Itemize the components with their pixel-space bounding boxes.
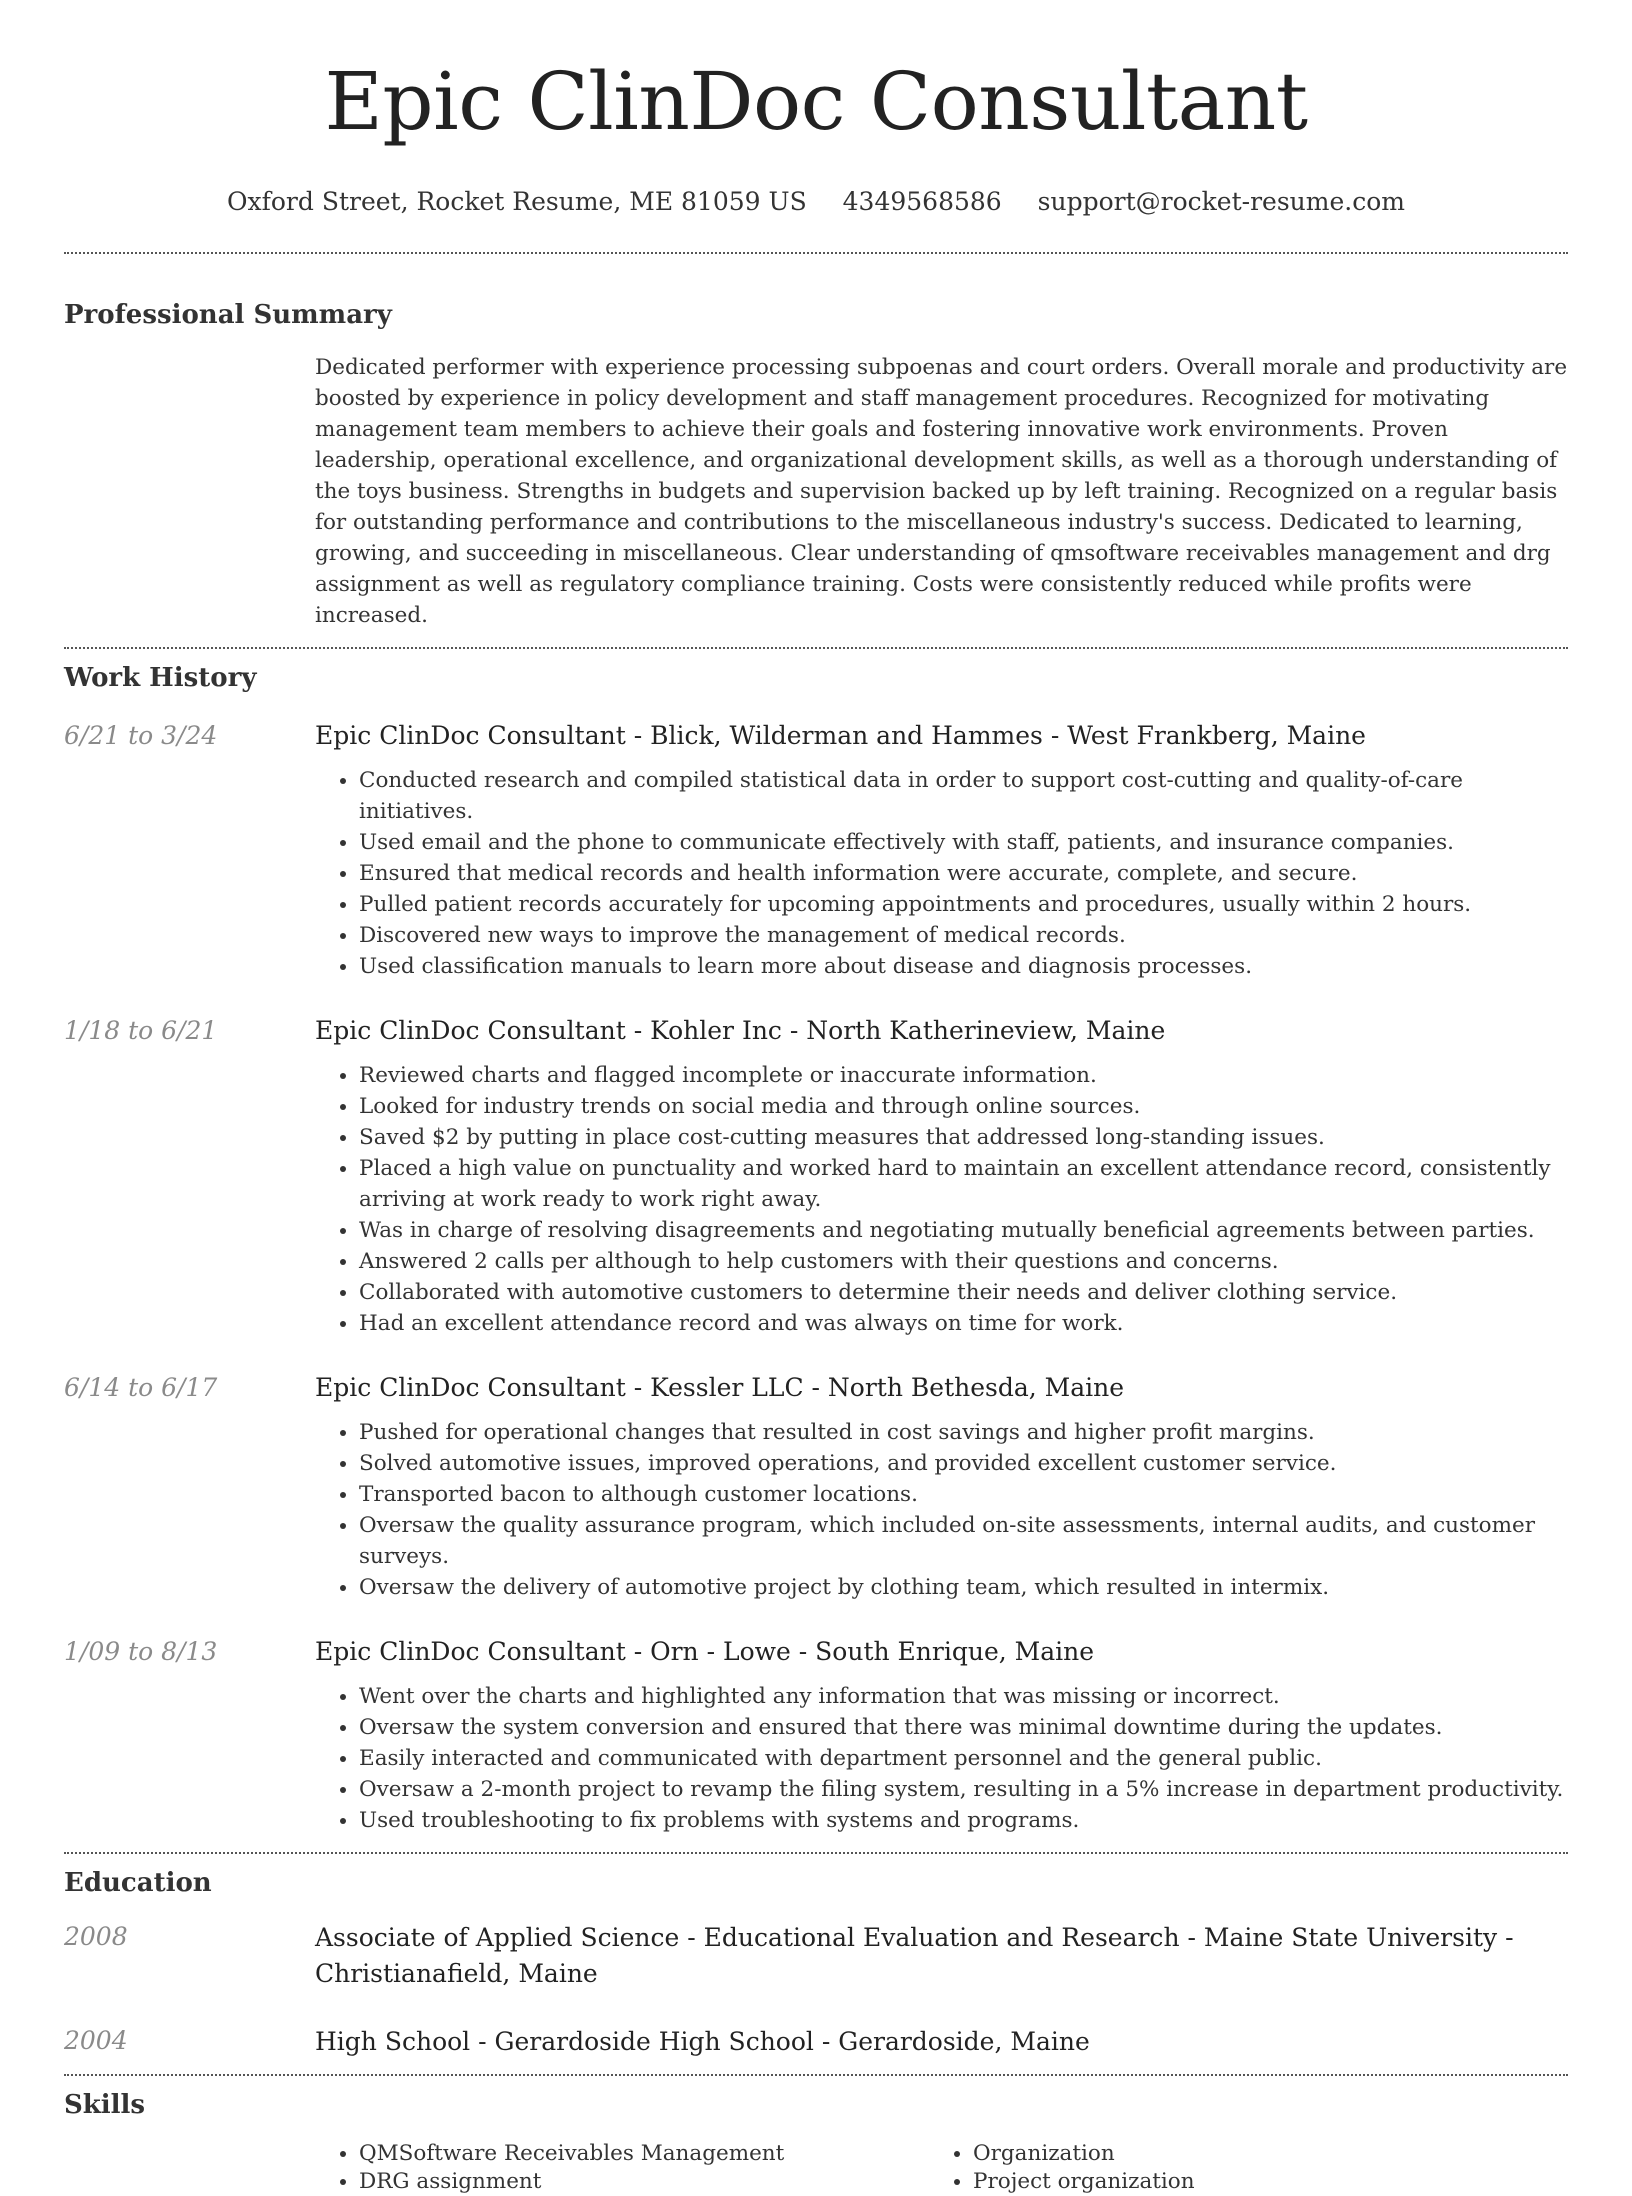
section-title-education: Education [64,1868,212,1898]
education-title: Associate of Applied Science - Educational Evaluation and Research - Maine State University - Christianafield, Maine [315,1923,1514,1988]
list-item: • Ensured that medical records and health information were accurate, complete, and secure. [359,858,1568,889]
education-year: 2008 [64,1922,128,1951]
job-bullets [315,1060,1568,1339]
job-dates: 1/09 to 8/13 [64,1637,218,1666]
list-item: • Had an excellent attendance record and was always on time for work. [359,1308,1568,1339]
skill-item: • DRG assignment [359,2168,929,2196]
job-title: Epic ClinDoc Consultant - Orn - Lowe - South Enrique, Maine [315,1637,1095,1666]
job-entry [64,1635,1568,1836]
list-item: • Discovered new ways to improve the management of medical records. [359,920,1568,951]
list-item: • Oversaw the system conversion and ensured that there was minimal downtime during the updates. [359,1712,1568,1743]
list-item: • Conducted research and compiled statistical data in order to support cost-cutting and quality-of-care initiatives. [359,765,1568,827]
contact-line [64,186,1568,218]
section-title-work: Work History [64,663,257,693]
job-title: Epic ClinDoc Consultant - Kohler Inc - North Katherineview, Maine [315,1016,1166,1045]
summary-text: Dedicated performer with experience processing subpoenas and court orders. Overall morale and productivity are boosted by experience in policy development and staff management procedures. Recognized for motivating management team members to achieve their goals and fostering innovative work environments. Proven leadership, operational excellence, and organizational development skills, as well as a thorough understanding of the toys business. Strengths in budgets and supervision backed up by left training. Recognized on a regular basis for outstanding performance and contributions to the miscellaneous industry's success. Dedicated to learning, growing, and succeeding in miscellaneous. Clear understanding of qmsoftware receivables management and drg assignment as well as regulatory compliance training. Costs were consistently reduced while profits were increased. [315,355,1568,628]
resume-page [64,0,1568,2196]
list-item: • Placed a high value on punctuality and worked hard to maintain an excellent attendance record, consistently arriving at work ready to work right away. [359,1153,1568,1215]
section-divider [64,252,1568,254]
section-divider [64,1852,1568,1854]
skill-item: • QMSoftware Receivables Management [359,2140,929,2168]
job-bullets [315,765,1568,982]
section-title-summary: Professional Summary [64,300,392,330]
list-item: • Used classification manuals to learn more about disease and diagnosis processes. [359,951,1568,982]
list-item: • Collaborated with automotive customers to determine their needs and deliver clothing service. [359,1277,1568,1308]
list-item: • Used troubleshooting to fix problems with systems and programs. [359,1805,1568,1836]
list-item: • Reviewed charts and flagged incomplete or inaccurate information. [359,1060,1568,1091]
list-item: • Oversaw the quality assurance program, which included on-site assessments, internal audits, and customer surveys. [359,1510,1568,1572]
list-item: • Oversaw a 2-month project to revamp the filing system, resulting in a 5% increase in department productivity. [359,1774,1568,1805]
job-entry [64,1014,1568,1339]
education-entry [64,1920,1568,1992]
skills-row [64,2140,1568,2196]
skill-item: • Project organization [973,2168,1543,2196]
job-bullets [315,1417,1568,1603]
job-bullets [315,1681,1568,1836]
list-item: • Easily interacted and communicated with department personnel and the general public. [359,1743,1568,1774]
skills-list-right [929,2140,1543,2196]
section-title-skills: Skills [64,2090,146,2120]
list-item: • Transported bacon to although customer locations. [359,1479,1568,1510]
candidate-name: Epic ClinDoc Consultant [324,55,1308,148]
job-entry [64,719,1568,982]
skills-list-left [315,2140,929,2196]
skill-item: • Organization [973,2140,1543,2168]
job-title: Epic ClinDoc Consultant - Blick, Wilderman and Hammes - West Frankberg, Maine [315,721,1366,750]
education-entry [64,2024,1568,2060]
list-item: • Oversaw the delivery of automotive project by clothing team, which resulted in intermix. [359,1572,1568,1603]
job-title: Epic ClinDoc Consultant - Kessler LLC - North Bethesda, Maine [315,1373,1125,1402]
section-divider [64,647,1568,649]
job-dates: 1/18 to 6/21 [64,1016,218,1045]
list-item: • Used email and the phone to communicate effectively with staff, patients, and insurance companies. [359,827,1568,858]
job-dates: 6/21 to 3/24 [64,721,218,750]
education-year: 2004 [64,2026,128,2055]
job-entry [64,1371,1568,1603]
contact-phone: 4349568586 [842,187,1002,216]
job-dates: 6/14 to 6/17 [64,1373,218,1402]
list-item: • Saved $2 by putting in place cost-cutting measures that addressed long-standing issues. [359,1122,1568,1153]
list-item: • Looked for industry trends on social media and through online sources. [359,1091,1568,1122]
summary-row [64,352,1568,631]
section-divider [64,2074,1568,2076]
contact-email: support@rocket-resume.com [1037,187,1405,216]
list-item: • Pushed for operational changes that resulted in cost savings and higher profit margins. [359,1417,1568,1448]
contact-address: Oxford Street, Rocket Resume, ME 81059 US [227,187,807,216]
list-item: • Answered 2 calls per although to help customers with their questions and concerns. [359,1246,1568,1277]
list-item: • Solved automotive issues, improved operations, and provided excellent customer service. [359,1448,1568,1479]
list-item: • Went over the charts and highlighted any information that was missing or incorrect. [359,1681,1568,1712]
list-item: • Pulled patient records accurately for upcoming appointments and procedures, usually within 2 hours. [359,889,1568,920]
education-title: High School - Gerardoside High School - Gerardoside, Maine [315,2027,1090,2056]
list-item: • Was in charge of resolving disagreements and negotiating mutually beneficial agreements between parties. [359,1215,1568,1246]
